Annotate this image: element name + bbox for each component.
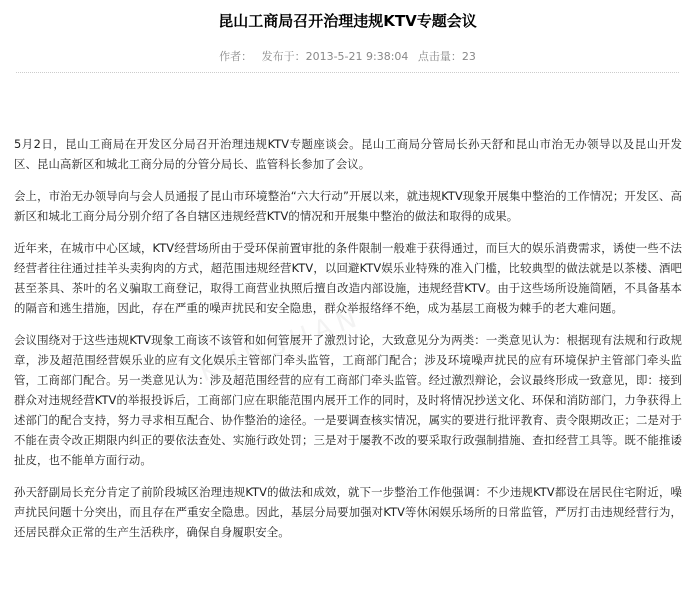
meta-hits: 点击量：23 xyxy=(417,50,476,63)
meta-author: 作者： xyxy=(219,50,253,63)
paragraph-3: 近年来，在城市中心区域，KTV经营场所由于受环保前置审批的条件限制一般难于获得通过，而巨大的娱乐消费需求，诱使一些不法经营者往往通过挂羊头卖狗肉的方式，超范围违规经营KTV，以回避KTV娱乐业特殊的准入门槛，比较典型的做法就是以茶楼、酒吧甚至茶具、茶叶的名义骗取工商登记，取得工商营业执照后擅自改造内部设施，违规经营KTV。由于这些场所设施简陋，不具备基本的隔音和逃生措施，因此，存在严重的噪声扰民和安全隐患，群众举报络绎不绝，成为基层工商极为棘手的老大难问题。 xyxy=(14,241,682,315)
paragraph-1: 5月2日，昆山工商局在开发区分局召开治理违规KTV专题座谈会。昆山工商局分管局长孙天舒和昆山市治无办领导以及昆山开发区、昆山高新区和城北工商分局的分管分局长、监管科长参加了会议。 xyxy=(14,137,682,171)
meta-published: 发布于：2013-5-21 9:38:04 xyxy=(261,50,409,63)
paragraph-4: 会议围绕对于这些违规KTV现象工商该不该管和如何管展开了激烈讨论，大致意见分为两类：一类意见认为：根据现有法规和行政规章，涉及超范围经营娱乐业的应有文化娱乐主管部门牵头监管，工商部门配合；涉及环境噪声扰民的应有环境保护主管部门牵头监管，工商部门配合。另一类意见认为：涉及超范围经营的应有工商部门牵头监管。经过激烈辩论，会议最终形成一致意见，即：接到群众对违规经营KTV的举报投诉后，工商部门应在职能范围内展开工作的同时，及时将情况抄送文化、环保和消防部门，力争获得上述部门的配合支持，努力寻求相互配合、协作整治的途径。一是要调查核实情况，属实的要进行批评教育、责令限期改正；二是对于不能在责令改正期限内纠正的要依法查处、实施行政处罚；三是对于屡教不改的要采取行政强制措施、查扣经营工具等。既不能推诿扯皮，也不能单方面行动。 xyxy=(14,333,682,467)
watermark-logo: KUNSHAN xyxy=(195,301,367,389)
article-meta xyxy=(0,50,695,64)
title-divider xyxy=(16,72,679,73)
paragraph-5: 孙天舒副局长充分肯定了前阶段城区治理违规KTV的做法和成效，就下一步整治工作他强调：不少违规KTV都设在居民住宅附近，噪声扰民问题十分突出，而且存在严重安全隐患。因此，基层分局要加强对KTV等休闲娱乐场所的日常监管，严厉打击违规经营行为，还居民群众正常的生产生活秩序，确保自身履职安全。 xyxy=(14,485,682,539)
article-body xyxy=(14,134,682,554)
article-title: 昆山工商局召开治理违规KTV专题会议 xyxy=(218,12,477,30)
paragraph-2: 会上，市治无办领导向与会人员通报了昆山市环境整治“六大行动”开展以来，就违规KTV现象开展集中整治的工作情况；开发区、高新区和城北工商分局分别介绍了各自辖区违规经营KTV的情况和开展集中整治的做法和取得的成果。 xyxy=(14,189,682,223)
